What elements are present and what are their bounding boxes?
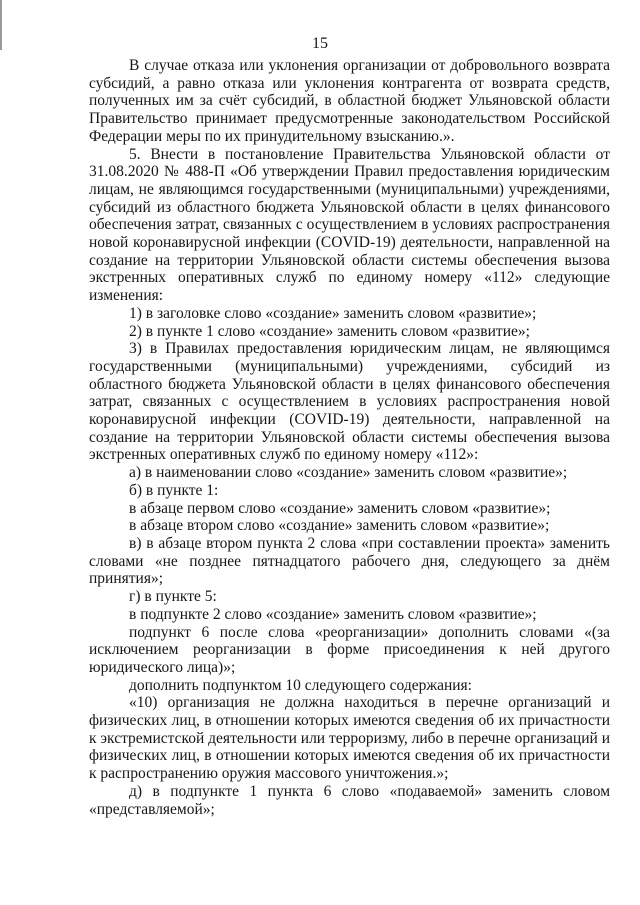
list-item: 1) в заголовке слово «создание» заменить словом «развитие»; — [129, 304, 537, 322]
list-item: в абзаце втором слово «создание» заменить словом «развитие»; — [129, 517, 550, 535]
paragraph: 3) в Правилах предоставления юридическим лицам, не являющимся государственными (муниципальными) учреждениями, субсидий из областного бюджета Ульяновской области в целях финансового обеспечения затрат, связанных с осуществлением в условиях распространения новой коронавирусной инфекции (COVID-19) деятельности, направленной на создание на территории Ульяновской области системы обеспечения вызова экстренных оперативных служб по единому номеру «112»: — [89, 340, 610, 464]
list-item: г) в пункте 5: — [129, 588, 217, 606]
list-item: дополнить подпунктом 10 следующего содержания: — [129, 676, 472, 694]
paragraph: «10) организация не должна находиться в перечне организаций и физических лиц, в отношении которых имеются сведения об их причастности к экстремистской деятельности или терроризму, либо в перечне организаций и физических лиц, в отношении которых имеются сведения об их причастности к распространению оружия массового уничтожения.»; — [89, 694, 610, 783]
list-item: в абзаце первом слово «создание» заменить словом «развитие»; — [129, 499, 551, 517]
list-item: в подпункте 2 слово «создание» заменить словом «развитие»; — [129, 605, 537, 623]
paragraph: В случае отказа или уклонения организации от добровольного возврата субсидий, а равно отказа или уклонения контрагента от возврата средств, полученных им за счёт субсидий, в областной бюджет Ульяновской области Правительство принимает предусмотренные законодательством Российской Федерации меры по их принудительному взысканию.». — [89, 57, 610, 145]
page-number: 15 — [312, 35, 328, 52]
list-item: б) в пункте 1: — [129, 481, 219, 499]
document-body — [89, 57, 610, 818]
paragraph: в) в абзаце втором пункта 2 слова «при составлении проекта» заменить словами «не позднее пятнадцатого рабочего дня, следующего за днём принятия»; — [89, 534, 610, 588]
paragraph: подпункт 6 после слова «реорганизации» дополнить словами «(за исключением реорганизации в форме присоединения к ней другого юридического лица)»; — [89, 623, 610, 676]
paragraph: д) в подпункте 1 пункта 6 слово «подаваемой» заменить словом «представляемой»; — [89, 782, 610, 818]
paragraph: 5. Внести в постановление Правительства Ульяновской области от 31.08.2020 № 488-П «Об утверждении Правил предоставления юридическим лицам, не являющимся государственными (муниципальными) учреждениями, субсидий из областного бюджета Ульяновской области в целях финансового обеспечения затрат, связанных с осуществлением в условиях распространения новой коронавирусной инфекции (COVID-19) деятельности, направленной на создание на территории Ульяновской области системы обеспечения вызова экстренных оперативных служб по единому номеру «112» следующие изменения: — [89, 145, 610, 305]
list-item: а) в наименовании слово «создание» заменить словом «развитие»; — [129, 464, 568, 482]
list-item: 2) в пункте 1 слово «создание» заменить словом «развитие»; — [129, 322, 530, 340]
